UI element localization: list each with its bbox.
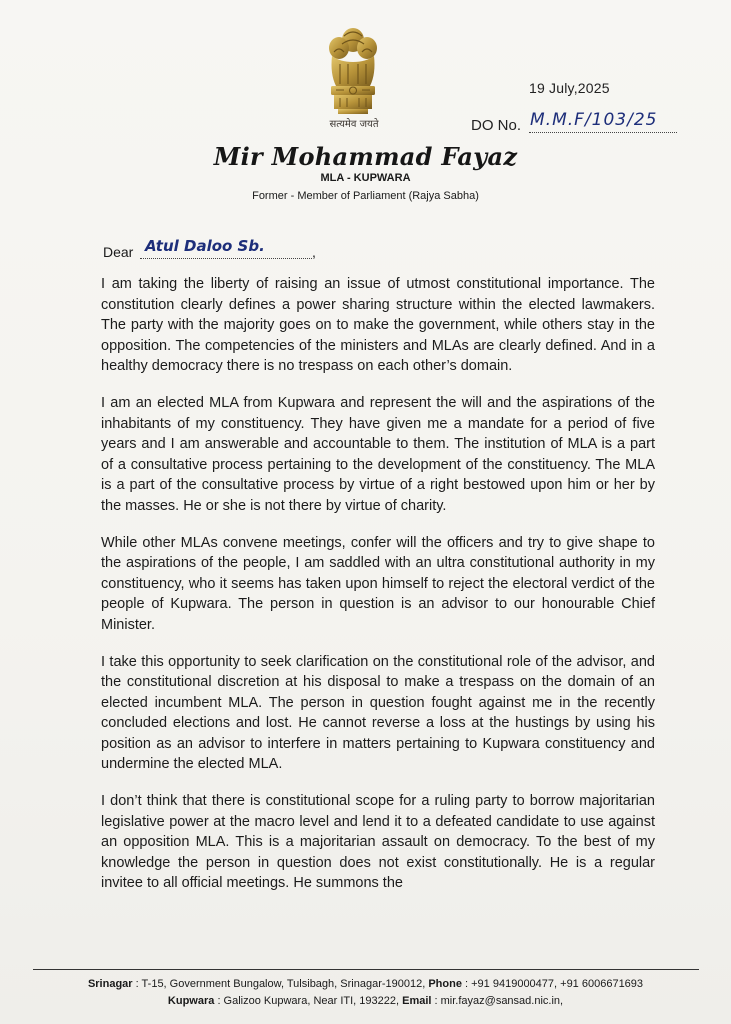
footer-kupwara-line	[0, 995, 731, 1007]
footer-srinagar-line	[0, 978, 731, 990]
national-emblem-logo	[322, 26, 384, 130]
letterhead-former-post: Former - Member of Parliament (Rajya Sabha)	[252, 190, 479, 202]
letter-body	[101, 274, 655, 910]
body-paragraph: I am an elected MLA from Kupwara and represent the will and the aspirations of the inhabitants of my constituency. They have given me a mandate for a period of five years and I am answerable and accountable to them. The institution of MLA is a part of a consultative process pertaining to the development of the constituency. The MLA is a part of the consultative process by virtue of a right bestowed upon him or her by the masses. He or she is not there by virtue of charity.	[101, 394, 655, 514]
salutation: Dear	[103, 244, 134, 260]
body-paragraph: I take this opportunity to seek clarification on the constitutional role of the advisor, and the constitutional discretion at his disposal to make a trespass on the domain of an elected incumbent MLA. The person in question fought against me in the recently concluded elections and lost. He cannot reverse a loss at the hustings by using his position as an advisor to interfere in matters pertaining to Kupwara constituency and undermine the elected MLA.	[101, 653, 655, 773]
footer-phone-label: Phone	[428, 978, 462, 990]
addressee-handwritten: Atul Daloo Sb.	[145, 237, 265, 255]
footer-divider	[33, 969, 699, 970]
body-paragraph: While other MLAs convene meetings, confer will the officers and try to give shape to the aspirations of the people, I am saddled with an ultra constitutional authority in my constituency, who it seems has taken upon himself to reject the electoral verdict of the people of Kupwara. The person in question is an advisor to our honourable Chief Minister.	[101, 534, 655, 633]
footer-srinagar-label: Srinagar	[87, 978, 133, 990]
body-paragraph: I am taking the liberty of raising an issue of utmost constitutional importance. The constitution clearly defines a power sharing structure within the elected lawmakers. The party with the majority goes on to make the government, while others stay in the opposition. The competencies of the ministers and MLAs are clearly defined. And in a healthy democracy there is no trespass on each other’s domain.	[101, 276, 655, 375]
do-number-dotted-line	[529, 132, 677, 133]
do-number-handwritten: M.M.F/103/25	[530, 110, 658, 130]
emblem-motto: सत्यमेव जयते	[329, 119, 379, 130]
footer-kupwara-label: Kupwara	[167, 995, 215, 1007]
letterhead-designation: MLA - KUPWARA	[320, 172, 411, 184]
letter-date: 19 July,2025	[529, 80, 610, 96]
do-number-label: DO No.	[471, 117, 522, 134]
body-paragraph: I don’t think that there is constitutional scope for a ruling party to borrow majoritarian legislative power at the macro level and lend it to a defeated candidate to use against an opposition MLA. This is a majoritarian assault on democracy. To the best of my knowledge the person in question does not exist constitutionally. He is a regular invitee to all official meetings. He summons the	[101, 793, 655, 892]
footer-phone-value: : +91 9419000477, +91 6006671693	[461, 978, 644, 990]
letterhead-name: Mir Mohammad Fayaz	[213, 142, 518, 171]
addressee-dotted-line	[140, 258, 312, 259]
salutation-comma: ,	[312, 244, 316, 260]
footer-kupwara-address: : Galizoo Kupwara, Near ITI, 193222,	[214, 995, 403, 1007]
footer-email-label: Email	[402, 995, 432, 1007]
footer-email-value: : mir.fayaz@sansad.nic.in,	[431, 995, 564, 1007]
footer-srinagar-address: : T-15, Government Bungalow, Tulsibagh, Srinagar-190012,	[132, 978, 429, 990]
